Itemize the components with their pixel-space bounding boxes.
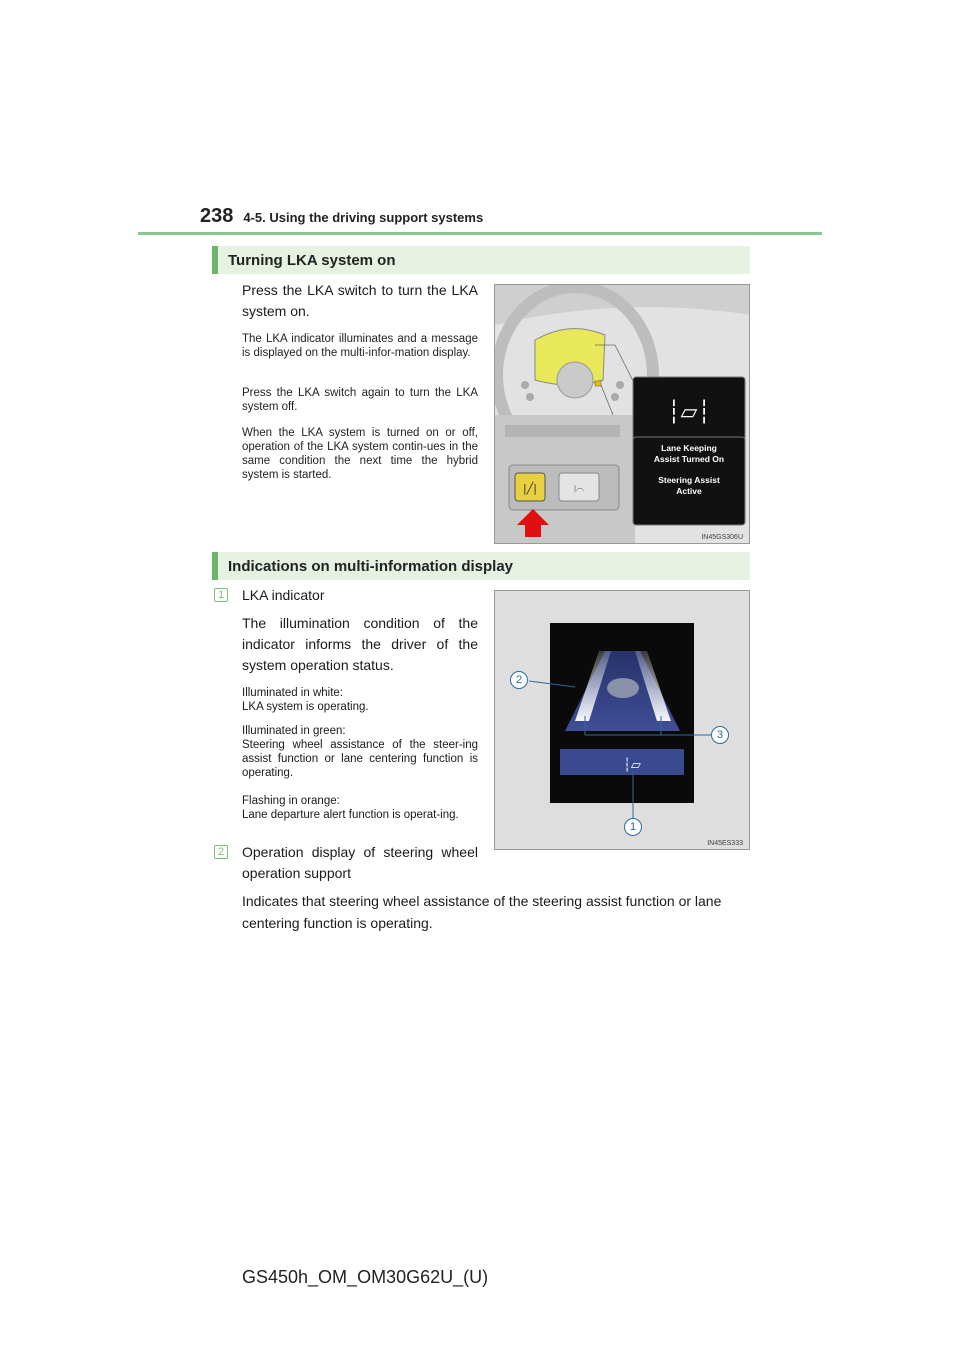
svg-text:⧘⌒: ⧘⌒ bbox=[574, 484, 584, 495]
section-title-turning-lka-on: Turning LKA system on bbox=[212, 246, 750, 274]
multi-info-display-text bbox=[637, 443, 741, 497]
callout-2: 2 bbox=[510, 671, 528, 689]
item-marker-2: 2 bbox=[214, 845, 228, 859]
note-green-text: Steering wheel assistance of the steer-ing assist function or lane centering function is operating. bbox=[242, 739, 478, 779]
note-white-text: LKA system is operating. bbox=[242, 701, 369, 713]
svg-text:|╱|: |╱| bbox=[522, 482, 538, 495]
section1-note-1: The LKA indicator illuminates and a message is displayed on the multi-infor-mation display. bbox=[242, 333, 478, 359]
section1-note-2: Press the LKA switch again to turn the LKA system off. bbox=[242, 387, 478, 413]
multi-info-display-figure bbox=[494, 590, 750, 850]
display-line-2: Assist Turned On bbox=[653, 454, 725, 464]
dashboard-illustration bbox=[495, 285, 750, 544]
item1-body: The illumination condition of the indicator informs the driver of the system operation status. bbox=[242, 615, 478, 673]
callout-1: 1 bbox=[624, 818, 642, 836]
section1-note-3: When the LKA system is turned on or off, operation of the LKA system contin-ues in the same condition the next time the hybrid system is started. bbox=[242, 427, 478, 481]
item2-body: Indicates that steering wheel assistance of the steering assist function or lane centering function is operating. bbox=[242, 893, 722, 931]
footer-model-code: GS450h_OM_OM30G62U_(U) bbox=[242, 1267, 489, 1287]
note-orange-label: Flashing in orange: bbox=[242, 795, 340, 807]
note-orange-text: Lane departure alert function is operat-ing. bbox=[242, 809, 459, 821]
figure-code-2: IN45ES333 bbox=[707, 840, 743, 847]
display-line-1: Lane Keeping bbox=[661, 443, 717, 453]
item-marker-1: 1 bbox=[214, 588, 228, 602]
svg-text:┆▱: ┆▱ bbox=[623, 758, 641, 773]
header-rule bbox=[138, 232, 822, 235]
page-header bbox=[200, 205, 483, 228]
section1-intro: Press the LKA switch to turn the LKA system on. bbox=[242, 282, 478, 319]
section-title-indications: Indications on multi-information display bbox=[212, 552, 750, 580]
callout-3: 3 bbox=[711, 726, 729, 744]
note-green-label: Illuminated in green: bbox=[242, 725, 346, 737]
item1-note-white bbox=[242, 686, 478, 714]
display-line-4: Active bbox=[676, 486, 702, 496]
item1-title: LKA indicator bbox=[242, 587, 325, 603]
item1-note-green bbox=[242, 724, 478, 780]
note-white-label: Illuminated in white: bbox=[242, 687, 343, 699]
item1-note-orange bbox=[242, 794, 478, 822]
display-line-3: Steering Assist bbox=[658, 475, 720, 485]
svg-text:┆▱┆: ┆▱┆ bbox=[667, 400, 711, 425]
lka-switch-figure bbox=[494, 284, 750, 544]
item2-title: Operation display of steering wheel operation support bbox=[242, 844, 478, 881]
chapter-title: 4-5. Using the driving support systems bbox=[243, 210, 484, 225]
figure-code-1: IN45GS306U bbox=[701, 534, 743, 541]
page-number: 238 bbox=[200, 205, 234, 227]
mid-illustration bbox=[495, 591, 750, 850]
